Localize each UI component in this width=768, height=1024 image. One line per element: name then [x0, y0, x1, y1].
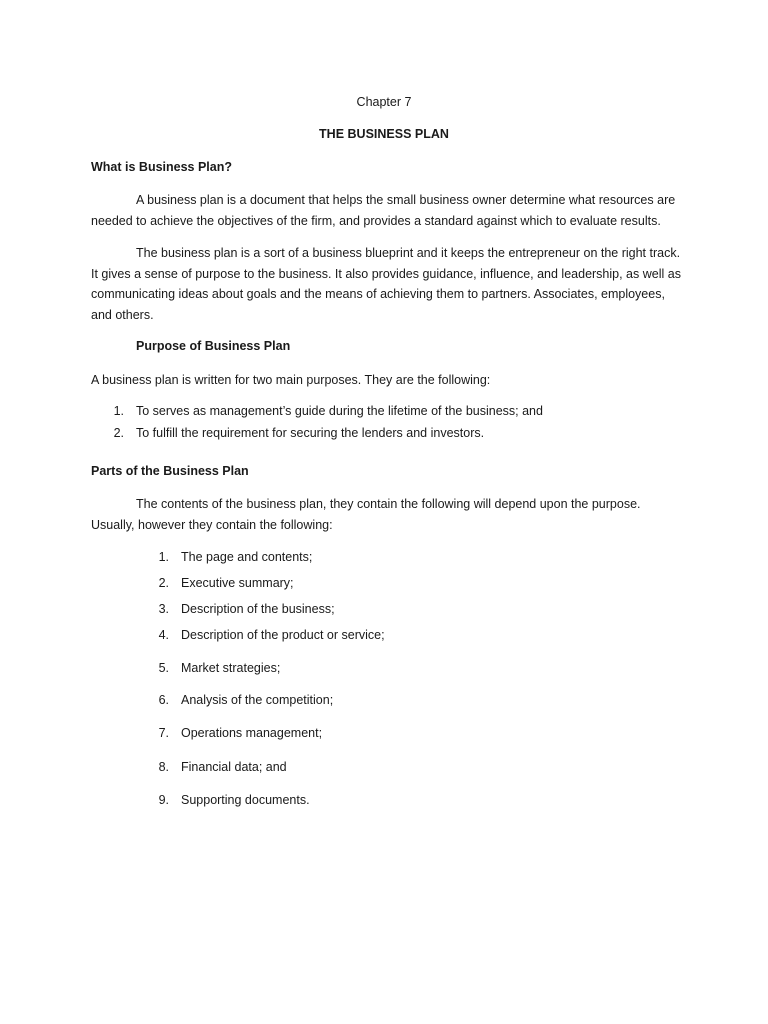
- section-heading-purpose: Purpose of Business Plan: [136, 339, 291, 353]
- list-item-number: 5.: [158, 661, 169, 675]
- paragraph-blueprint: The business plan is a sort of a business blueprint and it keeps the entrepreneur on the right track. It gives a sense of purpose to the business. It also provides guidance, influence, and leadership, as well as communicating ideas about goals and the means of achieving them to partners. Associates, employees, and others.: [91, 246, 681, 322]
- list-item-number: 6.: [158, 693, 169, 707]
- section-heading-what-is: What is Business Plan?: [91, 160, 233, 174]
- list-item-text: Analysis of the competition;: [181, 693, 334, 707]
- list-item-text: Description of the product or service;: [181, 628, 385, 642]
- chapter-label: Chapter 7: [356, 95, 412, 109]
- purpose-intro: A business plan is written for two main purposes. They are the following:: [91, 373, 491, 387]
- list-item-text: Operations management;: [181, 726, 323, 740]
- parts-intro: The contents of the business plan, they contain the following will depend upon the purpose. Usually, however they contain the following:: [91, 497, 641, 532]
- list-item-text: To fulfill the requirement for securing the lenders and investors.: [136, 426, 485, 440]
- list-item-text: The page and contents;: [181, 550, 313, 564]
- list-item-text: Supporting documents.: [181, 793, 310, 807]
- list-item-number: 9.: [158, 793, 169, 807]
- section-heading-parts: Parts of the Business Plan: [91, 464, 249, 478]
- list-item-number: 4.: [158, 628, 169, 642]
- list-item-text: Description of the business;: [181, 602, 335, 616]
- list-item-number: 3.: [158, 602, 169, 616]
- list-item-text: Financial data; and: [181, 760, 287, 774]
- list-item-text: Executive summary;: [181, 576, 294, 590]
- list-item-number: 1.: [158, 550, 169, 564]
- paragraph-definition: A business plan is a document that helps the small business owner determine what resources are needed to achieve the objectives of the firm, and provides a standard against which to evaluate results.: [91, 193, 676, 228]
- list-item-number: 8.: [158, 760, 169, 774]
- list-item-text: To serves as management’s guide during the lifetime of the business; and: [136, 404, 543, 418]
- list-item-number: 2.: [113, 426, 124, 440]
- list-item-number: 1.: [113, 404, 124, 418]
- list-item-number: 2.: [158, 576, 169, 590]
- list-item-number: 7.: [158, 726, 169, 740]
- list-item-text: Market strategies;: [181, 661, 281, 675]
- document-title: THE BUSINESS PLAN: [319, 127, 449, 141]
